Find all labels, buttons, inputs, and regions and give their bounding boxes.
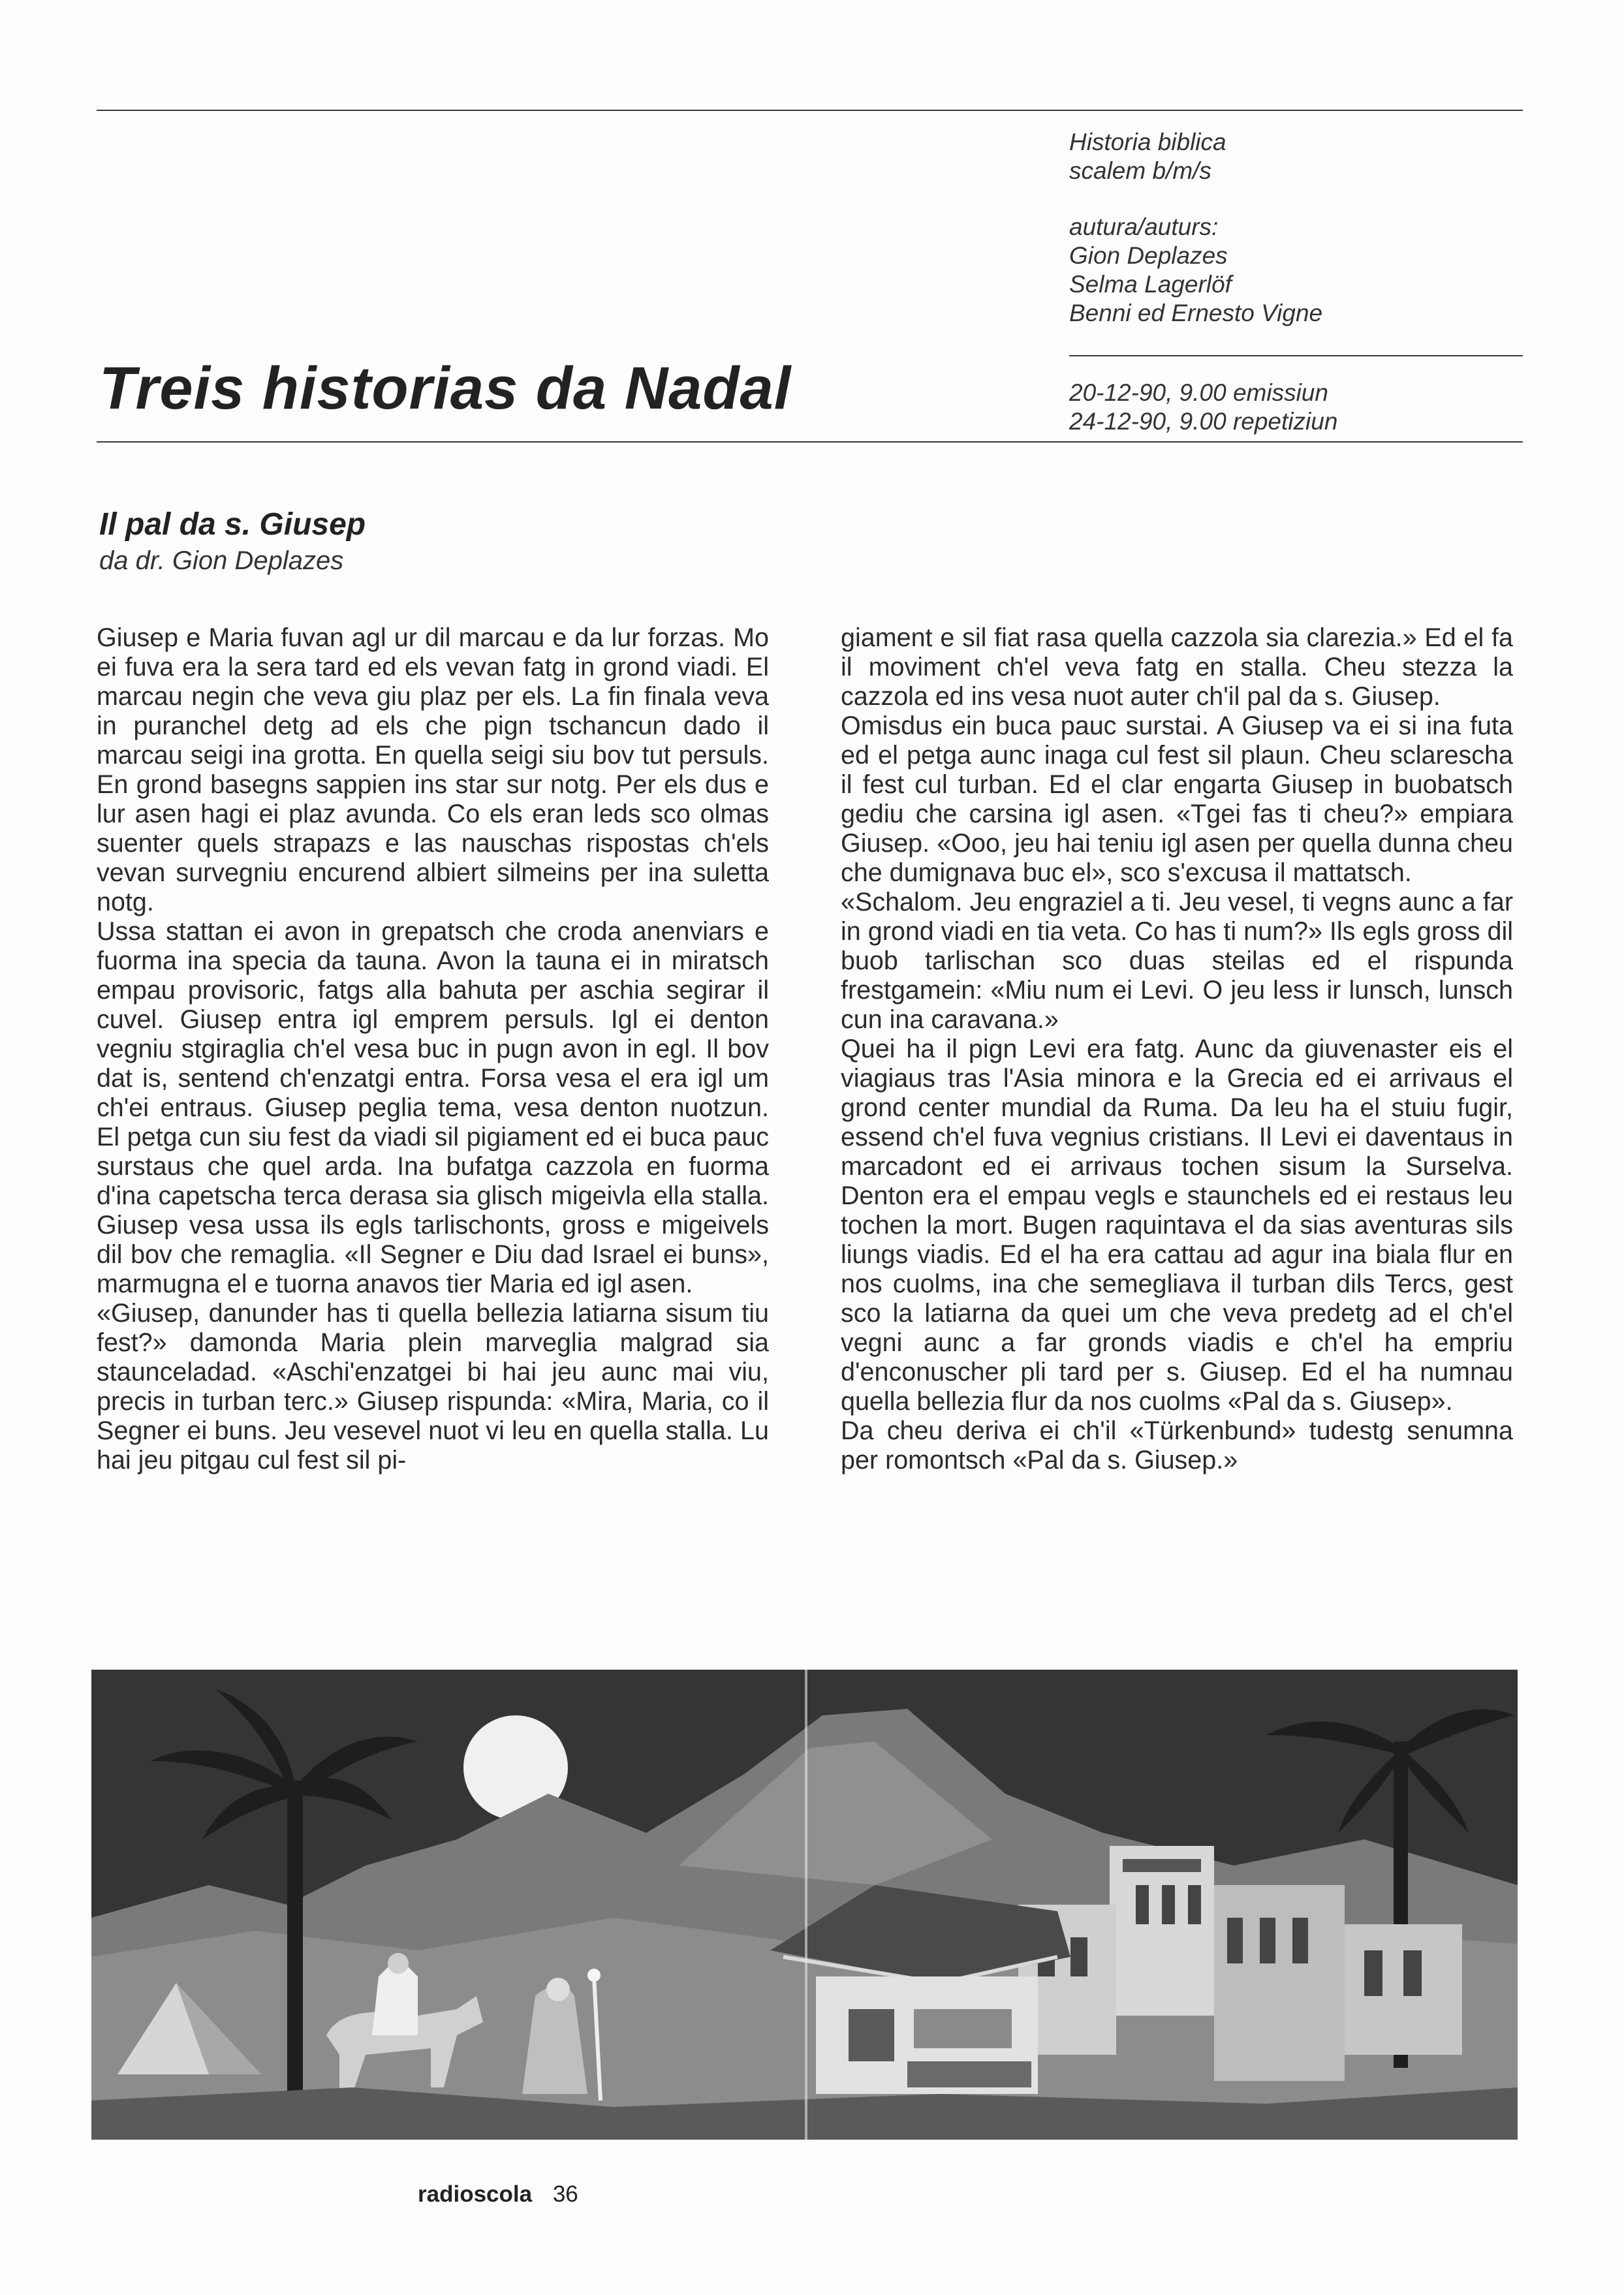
paragraph: «Schalom. Jeu engraziel a ti. Jeu vesel, ti vegns aunc a far in grond viadi en tia veta. Co has ti num?» Ils egls gross dil buob tarlischan sco duas steilas ed el rispunda frestgamein: «Miu num ei Levi. O jeu less ir lunsch, lunsch cun ina caravana.» — [841, 888, 1513, 1034]
program-info — [1069, 128, 1565, 328]
title-rule — [97, 441, 1523, 443]
story-byline: da dr. Gion Deplazes — [99, 546, 344, 575]
nativity-illustration — [91, 1670, 1518, 2140]
level-label: scalem b/m/s — [1069, 157, 1211, 184]
paragraph: giament e sil fiat rasa quella cazzola sia clarezia.» Ed el fa il moviment ch'el veva fatg en stalla. Cheu stezza la cazzola ed ins vesa nuot auter ch'il pal da s. Giusep. — [841, 623, 1513, 711]
page-number: 36 — [552, 2181, 578, 2207]
story-title: Il pal da s. Giusep — [99, 507, 366, 542]
broadcast-dates — [1069, 379, 1337, 436]
broadcast-date: 20-12-90, 9.00 emissiun — [1069, 379, 1328, 406]
page-title: Treis historias da Nadal — [99, 355, 792, 422]
publication-name: radioscola — [418, 2181, 533, 2207]
repeat-date: 24-12-90, 9.00 repetiziun — [1069, 408, 1338, 435]
paragraph: Ussa stattan ei avon in grepatsch che croda anenviars e fuorma ina specia da tauna. Avon la tauna ei in miratsch empau provisoric, fatgs alla bahuta per aschia segirar il cuvel. Giusep entra igl emprem persuls. Igl ei denton vegniu stgiraglia ch'el vesa buc in pugn avon in egl. Il bov dat is, sentend ch'enzatgi entra. Forsa vesa el era igl um ch'ei entraus. Giusep peglia tema, vesa denton nuotzun. El petga cun siu fest da viadi sil pigiament ed ei buca pauc surstaus che quel arda. Ina bufatga cazzola en fuorma d'ina capetscha terca derasa sia glisch migeivla ella stalla. Giusep vesa ussa ils egls tarlischonts, gross e migeivels dil bov che remaglia. «Il Segner e Diu dad Israel ei buns», marmugna el e tuorna anavos tier Maria ed igl asen. — [97, 917, 769, 1298]
paragraph: Giusep e Maria fuvan agl ur dil marcau e da lur forzas. Mo ei fuva era la sera tard ed els vevan fatg in grond viadi. El marcau negin che veva giu plaz per els. La fin finala veva in puranchel detg ad els che pign tschancun dado il marcau seigi ina grotta. En quella seigi siu bov tut persuls. En grond basegns sappien ins star sur notg. Per els dus e lur asen hagi ei plaz avunda. Co els eran leds sco olmas suenter quels strapazs e las nauschas rispostas ch'els vevan survegniu encurend albiert silmeins per ina suletta notg. — [97, 623, 769, 916]
dates-rule — [1069, 355, 1523, 356]
night-scene-image — [91, 1670, 1518, 2140]
authors-label: autura/auturs: — [1069, 213, 1219, 240]
paragraph: Da cheu deriva ei ch'il «Türkenbund» tudestg senumna per romontsch «Pal da s. Giusep.» — [841, 1416, 1513, 1475]
author-2: Selma Lagerlöf — [1069, 271, 1232, 298]
author-3: Benni ed Ernesto Vigne — [1069, 300, 1323, 326]
page-footer — [418, 2180, 578, 2209]
author-1: Gion Deplazes — [1069, 242, 1228, 269]
paragraph: Quei ha il pign Levi era fatg. Aunc da giuvenaster eis el viagiaus tras l'Asia minora e la Grecia ed ei arrivaus el grond center mundial da Ruma. Da leu ha el stuiu fugir, essend ch'el fuva vegnius cristians. Il Levi ei daventaus in marcadont ed ei arrivaus tochen sisum la Surselva. Denton era el empau vegls e staunchels ed ei restaus leu tochen la mort. Bugen raquintava el da sias aventuras sils liungs viadis. Ed el ha era cattau ad agur ina biala flur en nos cuolms, ina che semegliava il turban dils Tercs, gest sco la latiarna da quei um che veva predetg ad el ch'el vegni aunc a far gronds viadis e ch'el ha empriu d'enconuscher pli tard per s. Giusep. Ed el ha numnau quella bellezia flur da nos cuolms «Pal da s. Giusep». — [841, 1035, 1513, 1416]
paragraph: Omisdus ein buca pauc surstai. A Giusep va ei si ina futa ed el petga aunc inaga cul fest sil plaun. Cheu sclarescha il fest cul turban. Ed el clar engarta Giusep in buobatsch gediu che carsina igl asen. «Tgei fas ti cheu?» empiara Giusep. «Ooo, jeu hai teniu igl asen per quella dunna cheu che dumignava buc el», sco s'excusa il mattatsch. — [841, 711, 1513, 887]
paragraph: «Giusep, danunder has ti quella bellezia latiarna sisum tiu fest?» damonda Maria plein marveglia malgrad sia staunceladad. «Aschi'enzatgei bi hai jeu aunc mai viu, precis in turban terc.» Giusep rispunda: «Mira, Maria, co il Segner ei buns. Jeu vesevel nuot vi leu en quella stalla. Lu hai jeu pitgau cul fest sil pi- — [97, 1299, 769, 1475]
story-column-left — [97, 623, 769, 1475]
story-column-right — [841, 623, 1513, 1475]
top-rule — [97, 110, 1523, 111]
genre-label: Historia biblica — [1069, 129, 1226, 155]
